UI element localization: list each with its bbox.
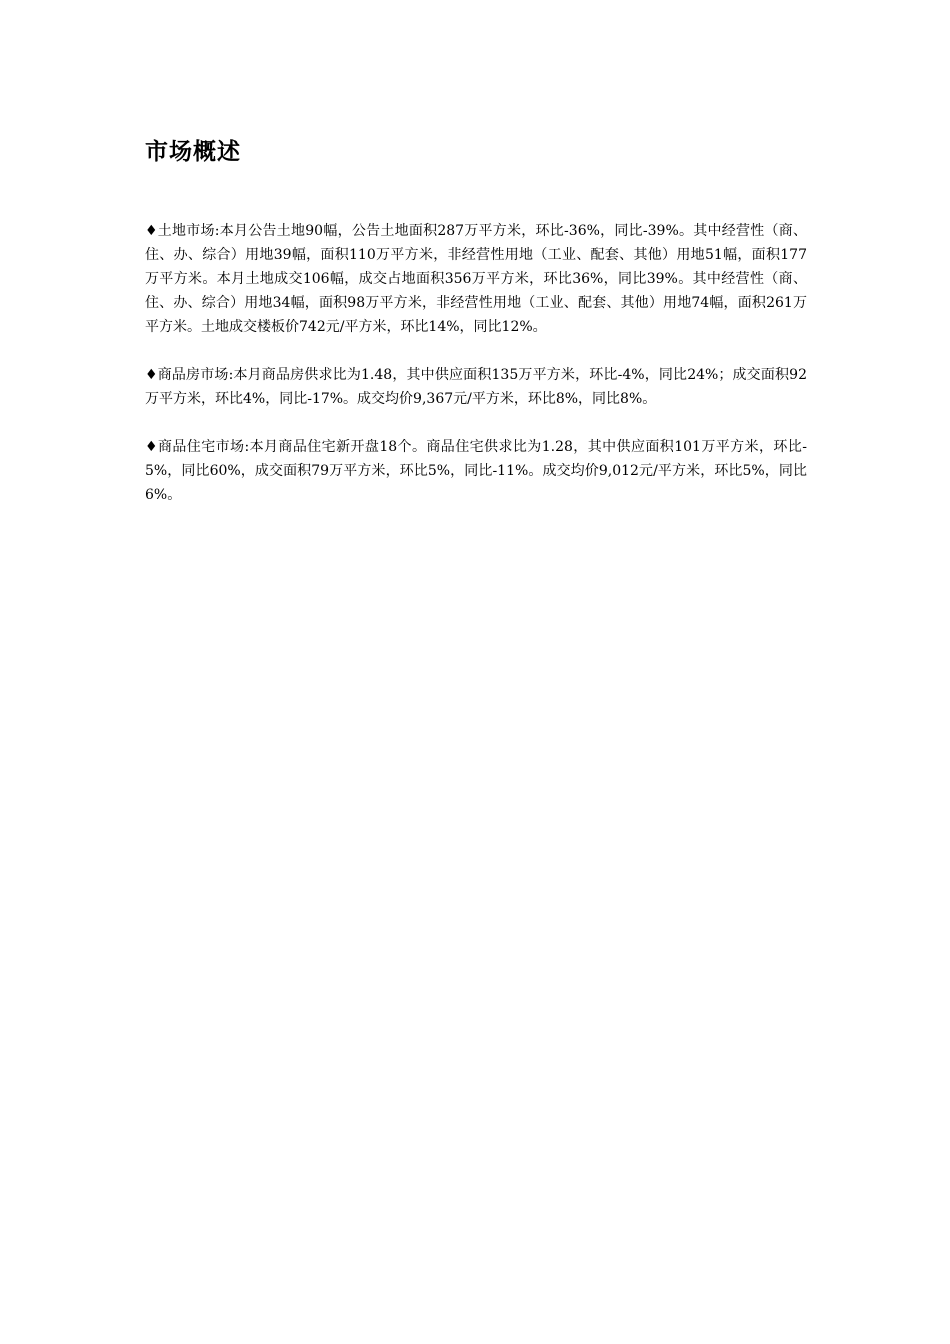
paragraph-land-market: ♦土地市场:本月公告土地90幅，公告土地面积287万平方米，环比-36%，同比-39%。其中经营性（商、住、办、综合）用地39幅，面积110万平方米，非经营性用地（工业、配套、其他）用地51幅，面积177万平方米。本月土地成交106幅，成交占地面积356万平方米，环比36%，同比39%。其中经营性（商、住、办、综合）用地34幅，面积98万平方米，非经营性用地（工业、配套、其他）用地74幅，面积261万平方米。土地成交楼板价742元/平方米，环比14%，同比12%。	[145, 223, 807, 335]
page-title: 市场概述	[145, 139, 241, 165]
paragraph-commercial-housing-market: ♦商品房市场:本月商品房供求比为1.48，其中供应面积135万平方米，环比-4%，同比24%；成交面积92万平方米，环比4%，同比-17%。成交均价9,367元/平方米，环比8%，同比8%。	[145, 367, 807, 407]
document-body	[145, 219, 807, 531]
paragraph-residential-housing-market: ♦商品住宅市场:本月商品住宅新开盘18个。商品住宅供求比为1.28，其中供应面积101万平方米，环比-5%，同比60%，成交面积79万平方米，环比5%，同比-11%。成交均价9,012元/平方米，环比5%，同比6%。	[145, 439, 807, 503]
